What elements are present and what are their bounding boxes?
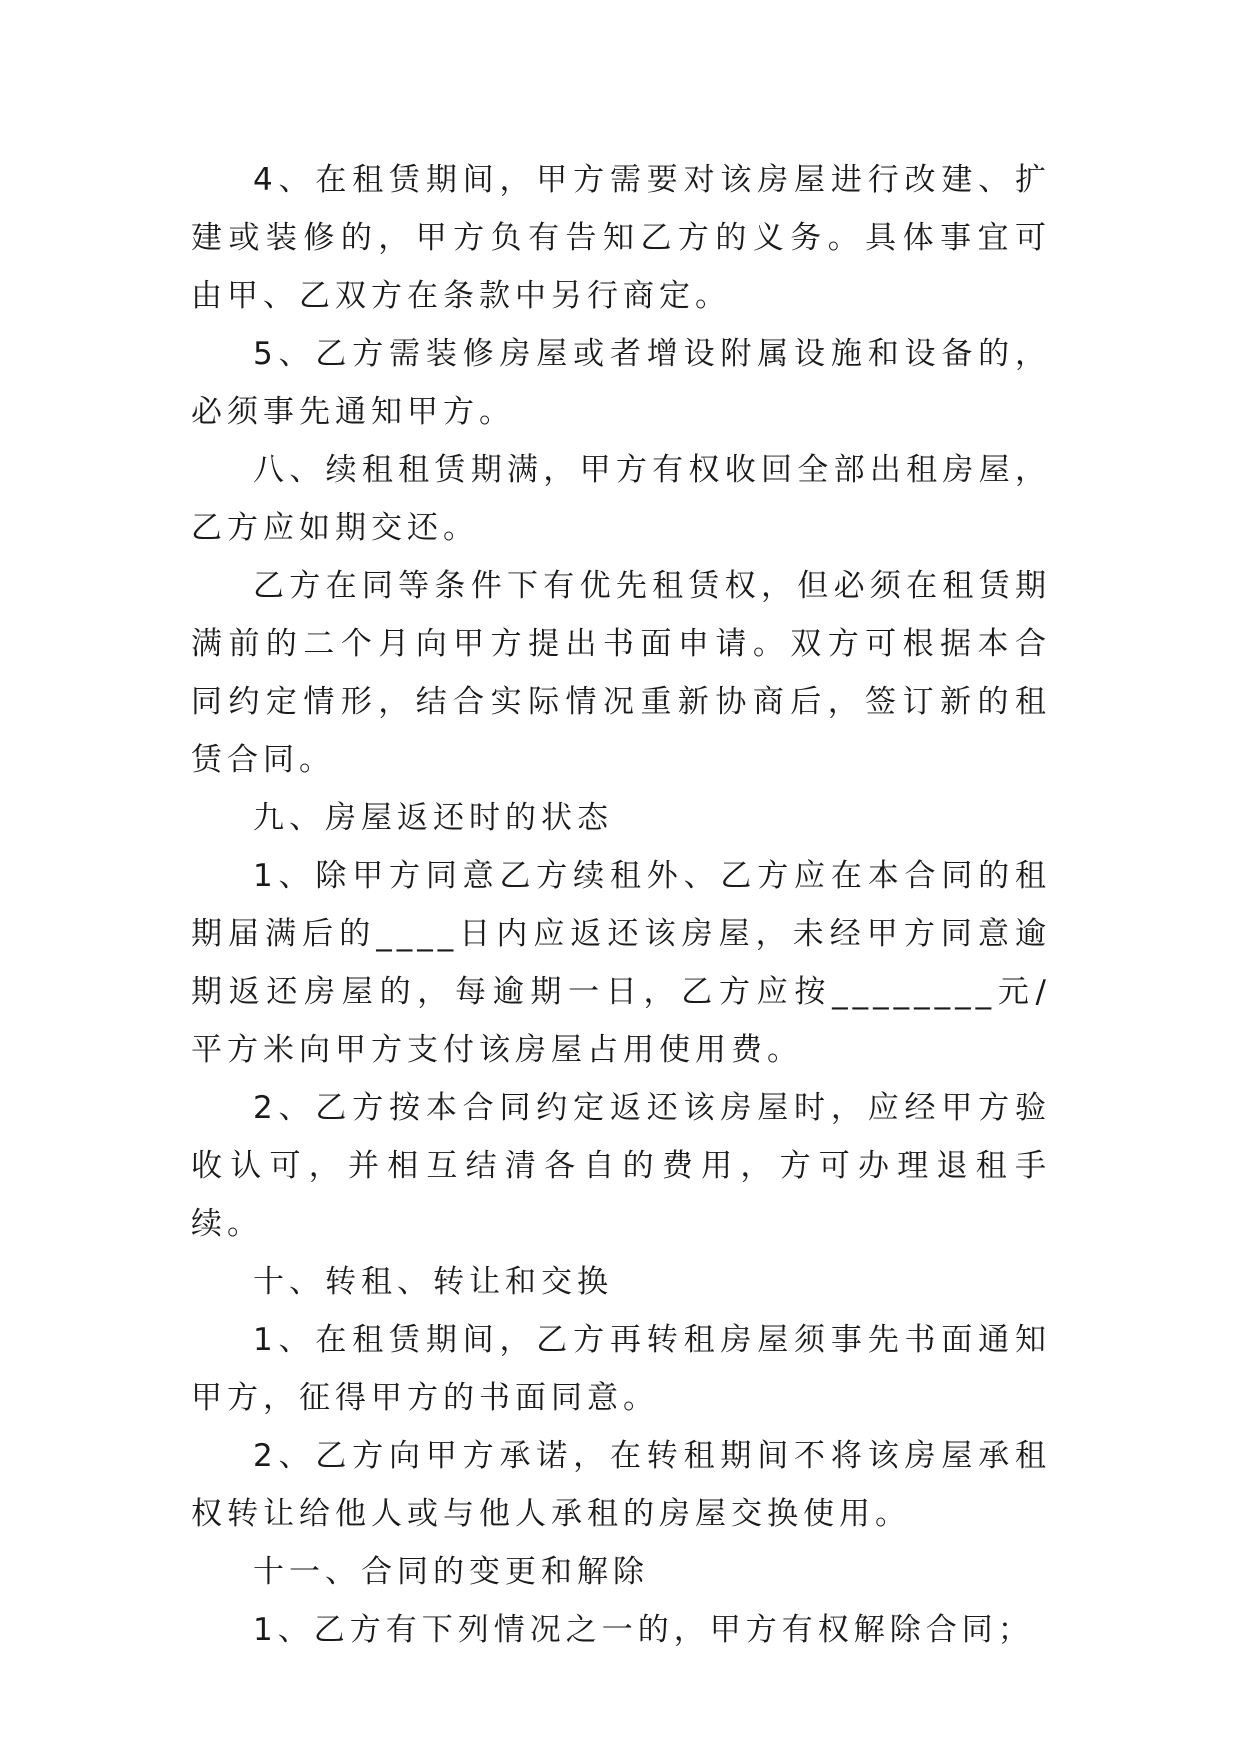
section-heading-renewal: 八、续租租赁期满，甲方有权收回全部出租房屋，乙方应如期交还。 xyxy=(191,452,1051,546)
paragraph-sublease-clause-2: 2、乙方向甲方承诺，在转租期间不将该房屋承租权转让给他人或与他人承租的房屋交换使用。 xyxy=(191,1438,1051,1532)
paragraph-return-clause-1: 1、除甲方同意乙方续租外、乙方应在本合同的租期届满后的____日内应返还该房屋，未经甲方同意逾期返还房屋的，每逾期一日，乙方应按________元/平方米向甲方支付该房屋占用使用费。 xyxy=(191,858,1051,1068)
paragraph-return-clause-2: 2、乙方按本合同约定返还该房屋时，应经甲方验收认可，并相互结清各自的费用，方可办理退租手续。 xyxy=(191,1090,1051,1242)
document-body xyxy=(191,151,1051,1659)
paragraph-clause-5-decoration: 5、乙方需装修房屋或者增设附属设施和设备的，必须事先通知甲方。 xyxy=(191,336,1051,430)
paragraph-priority-lease: 乙方在同等条件下有优先租赁权，但必须在租赁期满前的二个月向甲方提出书面申请。双方可根据本合同约定情形，结合实际情况重新协商后，签订新的租赁合同。 xyxy=(191,568,1051,778)
section-heading-return-state: 九、房屋返还时的状态 xyxy=(253,800,613,836)
paragraph-termination-clause-1: 1、乙方有下列情况之一的，甲方有权解除合同； xyxy=(253,1612,1034,1648)
section-heading-change-termination: 十一、合同的变更和解除 xyxy=(253,1554,649,1590)
section-heading-sublease: 十、转租、转让和交换 xyxy=(253,1264,613,1300)
paragraph-clause-4-renovation: 4、在租赁期间，甲方需要对该房屋进行改建、扩建或装修的，甲方负有告知乙方的义务。具体事宜可由甲、乙双方在条款中另行商定。 xyxy=(191,162,1051,314)
paragraph-sublease-clause-1: 1、在租赁期间，乙方再转租房屋须事先书面通知甲方，征得甲方的书面同意。 xyxy=(191,1322,1051,1416)
